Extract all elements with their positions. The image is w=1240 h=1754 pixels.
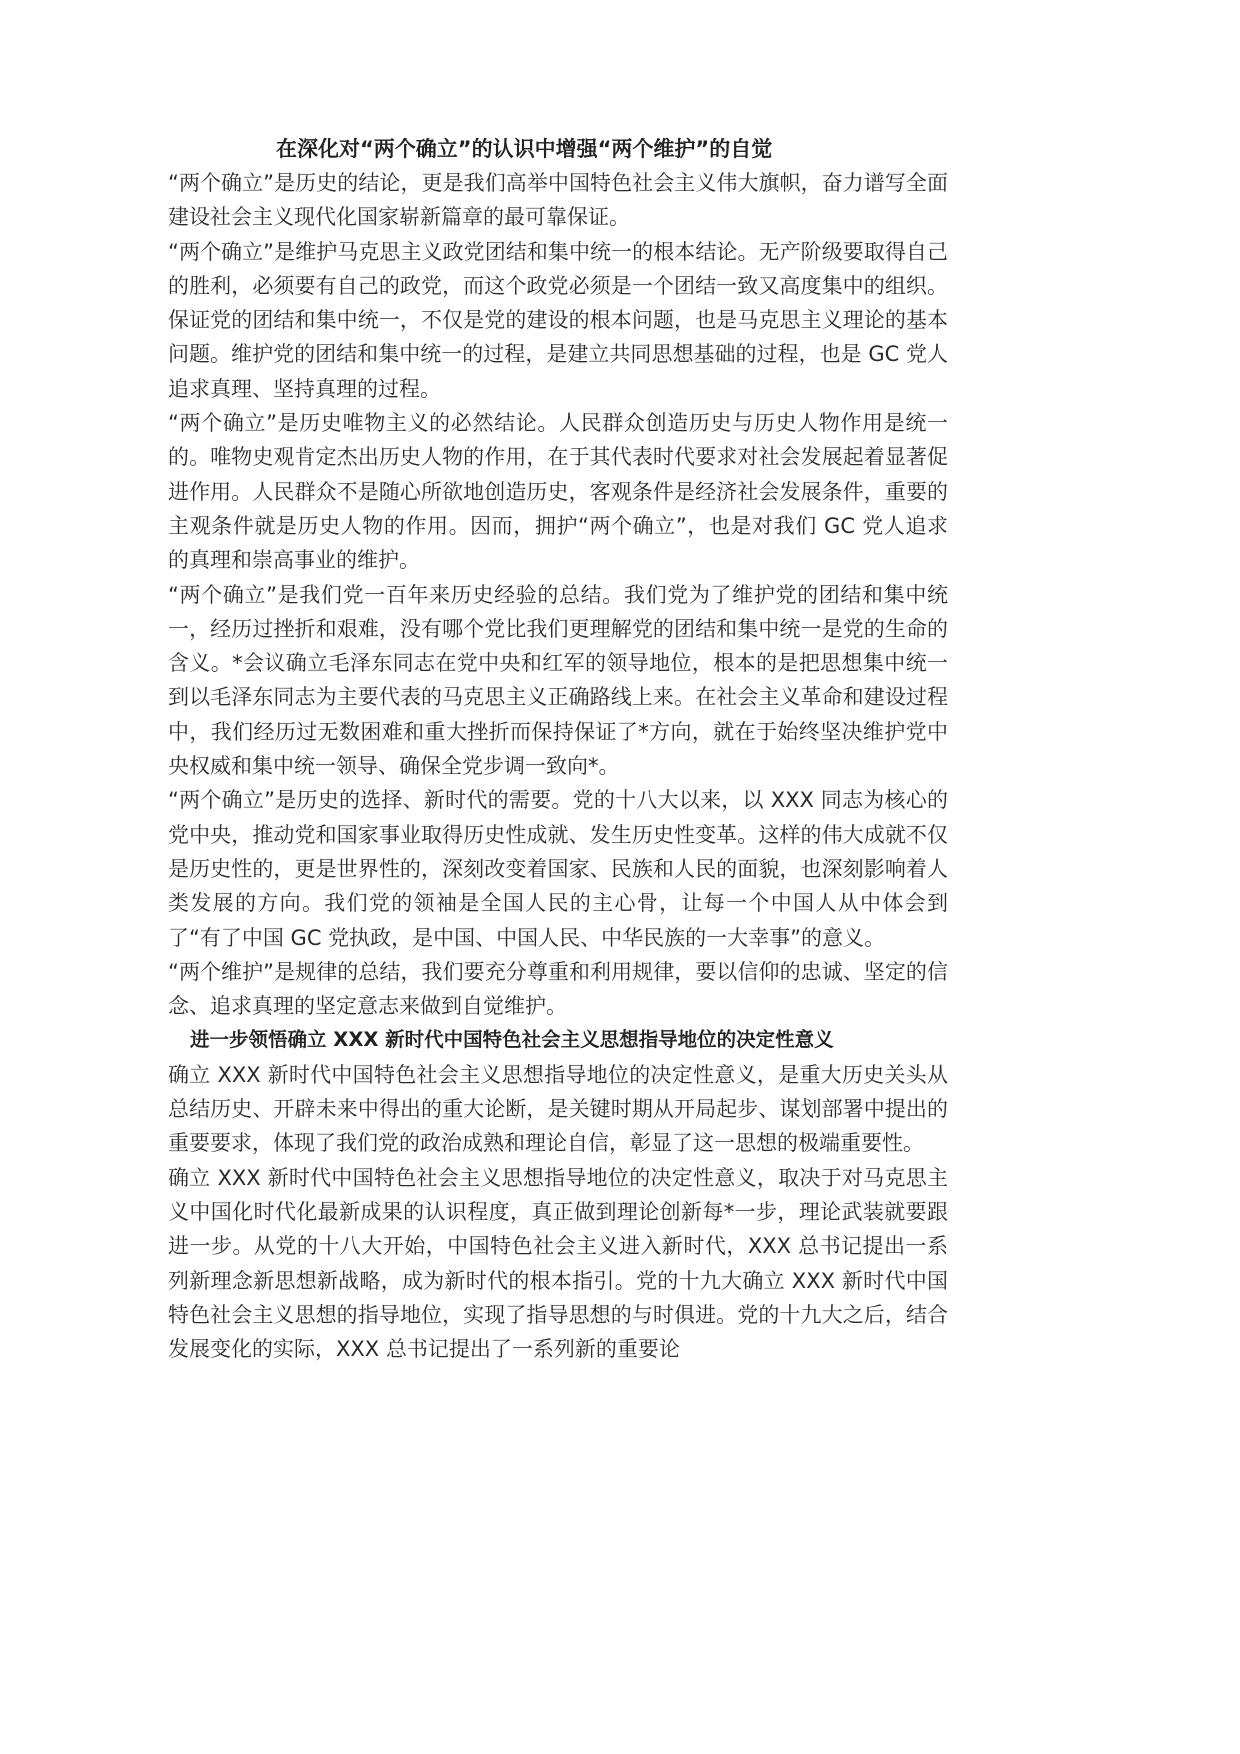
paragraph-2: “两个确立”是维护马克思主义政党团结和集中统一的根本结论。无产阶级要取得自己的胜利，必须要有自己的政党，而这个政党必须是一个团结一致又高度集中的组织。保证党的团结和集中统一，不仅是党的建设的根本问题，也是马克思主义理论的基本问题。维护党的团结和集中统一的过程，是建立共同思想基础的过程，也是 GC 党人追求真理、坚持真理的过程。: [168, 239, 948, 401]
document-page: [168, 132, 948, 1366]
section-heading: 进一步领悟确立 XXX 新时代中国特色社会主义思想指导地位的决定性意义: [190, 1028, 834, 1052]
paragraph-5: “两个确立”是历史的选择、新时代的需要。党的十八大以来，以 XXX 同志为核心的党中央，推动党和国家事业取得历史性成就、发生历史性变革。这样的伟大成就不仅是历史性的，更是世界性的，深刻改变着国家、民族和人民的面貌，也深刻影响着人类发展的方向。我们党的领袖是全国人民的主心骨，让每一个中国人从中体会到了“有了中国 GC 党执政，是中国、中国人民、中华民族的一大幸事”的意义。: [168, 788, 948, 950]
paragraph-3: “两个确立”是历史唯物主义的必然结论。人民群众创造历史与历史人物作用是统一的。唯物史观肯定杰出历史人物的作用，在于其代表时代要求对社会发展起着显著促进作用。人民群众不是随心所欲地创造历史，客观条件是经济社会发展条件，重要的主观条件就是历史人物的作用。因而，拥护“两个确立”，也是对我们 GC 党人追求的真理和崇高事业的维护。: [168, 411, 948, 573]
paragraph-6: “两个维护”是规律的总结，我们要充分尊重和利用规律，要以信仰的忠诚、坚定的信念、追求真理的坚定意志来做到自觉维护。: [168, 959, 948, 1019]
paragraph-7: 确立 XXX 新时代中国特色社会主义思想指导地位的决定性意义，是重大历史关头从总结历史、开辟未来中得出的重大论断，是关键时期从开局起步、谋划部署中提出的重要要求，体现了我们党的政治成熟和理论自信，彰显了这一思想的极端重要性。: [168, 1062, 948, 1156]
paragraph-1: “两个确立”是历史的结论，更是我们高举中国特色社会主义伟大旗帜，奋力谱写全面建设社会主义现代化国家崭新篇章的最可靠保证。: [168, 171, 948, 230]
document-title: 在深化对“两个确立”的认识中增强“两个维护”的自觉: [276, 137, 773, 161]
paragraph-4: “两个确立”是我们党一百年来历史经验的总结。我们党为了维护党的团结和集中统一，经历过挫折和艰难，没有哪个党比我们更理解党的团结和集中统一是党的生命的含义。*会议确立毛泽东同志在党中央和红军的领导地位，根本的是把思想集中统一到以毛泽东同志为主要代表的马克思主义正确路线上来。在社会主义革命和建设过程中，我们经历过无数困难和重大挫折而保持保证了*方向，就在于始终坚决维护党中央权威和集中统一领导、确保全党步调一致向*。: [168, 582, 948, 779]
paragraph-8: 确立 XXX 新时代中国特色社会主义思想指导地位的决定性意义，取决于对马克思主义中国化时代化最新成果的认识程度，真正做到理论创新每*一步，理论武装就要跟进一步。从党的十八大开始，中国特色社会主义进入新时代，XXX 总书记提出一系列新理念新思想新战略，成为新时代的根本指引。党的十九大确立 XXX 新时代中国特色社会主义思想的指导地位，实现了指导思想的与时俱进。党的十九大之后，结合发展变化的实际，XXX 总书记提出了一系列新的重要论: [168, 1165, 948, 1362]
